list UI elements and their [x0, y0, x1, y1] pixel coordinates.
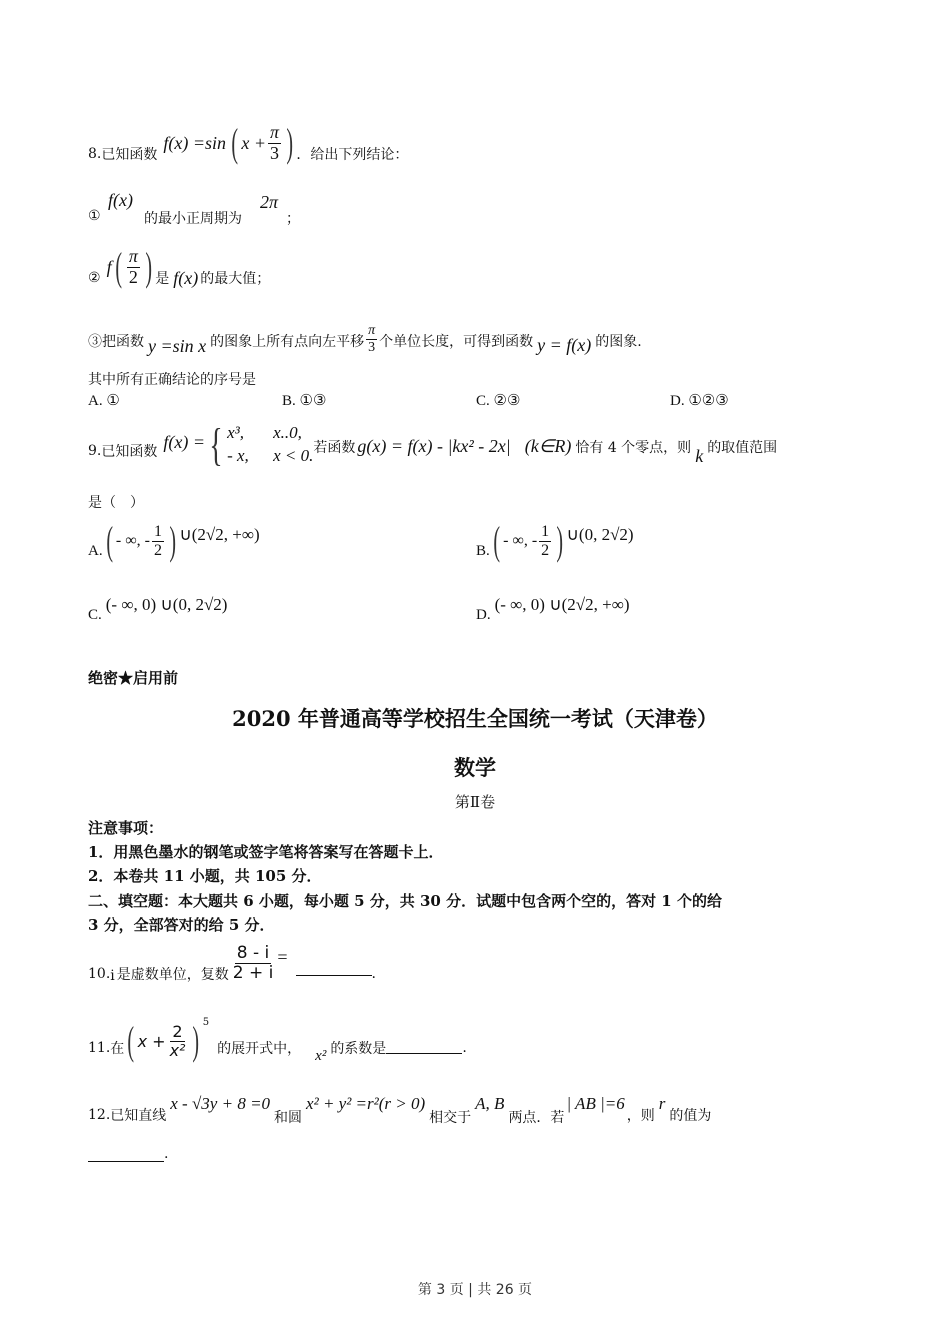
- left-paren-icon: (: [105, 518, 113, 563]
- left-paren-icon: (: [231, 120, 238, 165]
- math-expr: g(x) = f(x) - |kx² - 2x|: [357, 435, 511, 456]
- question-text: 已知函数: [101, 147, 158, 163]
- math-expr: A, B: [475, 1094, 505, 1113]
- math-function: f(x) =sin: [163, 132, 226, 153]
- question-text: 相交于: [429, 1110, 472, 1126]
- math-var: i: [110, 968, 115, 984]
- numerator: π: [368, 323, 376, 339]
- question-text: 已知函数: [101, 444, 158, 460]
- option-label: B.: [476, 542, 490, 559]
- punctuation: ；: [286, 211, 300, 227]
- denominator: x²: [169, 1040, 186, 1060]
- option-label: A.: [88, 542, 103, 559]
- math-fraction: [127, 247, 140, 288]
- option-a[interactable]: [88, 515, 260, 567]
- math-expr: x - √3y + 8 =0: [170, 1094, 271, 1113]
- case-condition: x..0,: [273, 423, 302, 443]
- math-fraction: [268, 123, 281, 164]
- question-12: [88, 1090, 711, 1126]
- left-paren-icon: (: [114, 244, 122, 289]
- math-expr: - ∞, -: [503, 532, 538, 549]
- denominator: 2: [541, 541, 550, 559]
- math-expr: x² + y² =r²(r > 0): [306, 1094, 426, 1113]
- question-text: 若函数: [313, 440, 356, 456]
- left-paren-icon: (: [493, 518, 500, 563]
- question-text: 和圆: [274, 1110, 303, 1126]
- right-paren-icon: ): [145, 244, 152, 289]
- math-expr: x +: [137, 1031, 166, 1051]
- secret-label: 绝密★启用前: [88, 669, 179, 687]
- right-paren-icon: ): [556, 518, 564, 563]
- punctuation: .: [462, 1040, 467, 1056]
- question-number: 12.: [88, 1107, 111, 1123]
- case-condition: x < 0.: [273, 446, 314, 465]
- punctuation: .: [164, 1146, 169, 1162]
- answer-blank[interactable]: [88, 1160, 164, 1162]
- circled-number-1: ①: [88, 208, 101, 224]
- option-a[interactable]: A. ①: [88, 393, 120, 409]
- circled-number-2: ②: [88, 270, 101, 286]
- math-fraction: [366, 323, 377, 355]
- numerator: π: [269, 121, 279, 142]
- denominator: 3: [368, 339, 376, 355]
- math-expr: y =sin x: [148, 335, 207, 356]
- question-text: ，则: [626, 1108, 655, 1124]
- question-text: 的值为: [669, 1108, 712, 1124]
- question-text: 的展开式中，: [217, 1041, 302, 1057]
- right-paren-icon: ): [286, 120, 293, 165]
- math-expr: =: [277, 946, 288, 967]
- right-paren-icon: ): [169, 518, 176, 563]
- case-expr: x³,: [227, 423, 244, 443]
- numerator: 8 - i: [236, 942, 270, 963]
- math-expr: (k∈R): [524, 435, 572, 456]
- option-c[interactable]: C. ②③: [476, 393, 521, 409]
- conclusion-text: 是: [155, 271, 170, 287]
- question-number: 10.: [88, 966, 111, 982]
- question-8-stem: [88, 118, 408, 168]
- conclusion-text: 的图象.: [595, 334, 642, 350]
- math-fraction: [168, 1023, 188, 1059]
- option-c[interactable]: [88, 590, 228, 623]
- left-paren-icon: (: [127, 1018, 135, 1063]
- math-var: k: [695, 445, 704, 466]
- conclusion-text: 个单位长度，可得到函数: [379, 334, 534, 350]
- case-expr: - x,: [227, 446, 249, 465]
- question-text: 是虚数单位，复数: [116, 967, 229, 983]
- math-expr: ∪(2√2, +∞): [179, 525, 260, 544]
- question-10: [88, 938, 376, 988]
- page-footer: 第 3 页 | 共 26 页: [417, 1282, 533, 1298]
- exam-title: 2020 年普通高等学校招生全国统一考试（天津卷）: [232, 706, 718, 731]
- math-expr: 2π: [260, 192, 279, 212]
- numerator: 1: [541, 522, 550, 540]
- conclusion-text: 的最小正周期为: [144, 211, 242, 227]
- left-brace-icon: {: [209, 419, 223, 470]
- math-fraction: [539, 523, 551, 559]
- answer-blank[interactable]: [386, 1052, 462, 1054]
- denominator: 2: [153, 541, 162, 559]
- subject-title: 数学: [454, 755, 496, 780]
- section-heading: 二、填空题：本大题共 6 小题，每小题 5 分，共 30 分．试题中包含两个空的，答对 1 个的给: [88, 892, 722, 910]
- math-fraction: [231, 944, 276, 982]
- piecewise-cases: [227, 422, 313, 468]
- question-text: 的取值范围: [707, 440, 778, 456]
- question-number: 9.: [88, 443, 102, 459]
- math-expr: f(x): [173, 267, 199, 288]
- math-expr: x +: [241, 132, 266, 153]
- option-d[interactable]: [476, 590, 630, 623]
- math-expr: y = f(x): [537, 334, 592, 355]
- conclusion-3: [88, 318, 642, 360]
- math-expr: (- ∞, 0) ∪(2√2, +∞): [494, 595, 630, 614]
- punctuation: .: [371, 966, 376, 982]
- option-b[interactable]: B. ①③: [282, 393, 327, 409]
- case-2: [227, 445, 313, 468]
- math-expr: f: [106, 256, 112, 277]
- conclusion-text: 的最大值；: [200, 271, 271, 287]
- volume-label: 第Ⅱ卷: [454, 793, 496, 811]
- option-d[interactable]: D. ①②③: [670, 393, 729, 409]
- math-expr: f(x) =: [163, 431, 205, 452]
- question-number: 8.: [88, 146, 102, 162]
- question-text: ．给出下列结论：: [296, 147, 409, 163]
- math-expr: ∪(0, 2√2): [566, 525, 634, 544]
- math-var: r: [658, 1094, 666, 1113]
- case-1: [227, 422, 313, 445]
- conclusion-text: 的图象上所有点向左平移: [210, 334, 365, 350]
- math-expr: | AB |=6: [566, 1094, 625, 1113]
- question-text: 已知直线: [110, 1108, 167, 1124]
- math-expr: x²: [315, 1047, 327, 1064]
- question-text: 在: [110, 1041, 125, 1057]
- notice-heading: 注意事项：: [88, 819, 164, 837]
- exponent: 5: [202, 1016, 210, 1028]
- question-text-cont: 是（ ）: [88, 495, 144, 511]
- question-text: 恰有 4 个零点，则: [575, 440, 692, 456]
- option-label: C.: [88, 606, 102, 623]
- math-expr: (- ∞, 0) ∪(0, 2√2): [105, 595, 228, 614]
- option-label: D.: [476, 606, 491, 623]
- denominator: 2: [128, 266, 138, 287]
- answer-blank[interactable]: [296, 974, 372, 976]
- notice-item-2: 2．本卷共 11 小题，共 105 分．: [88, 867, 322, 885]
- section-heading-cont: 3 分，全部答对的给 5 分．: [88, 916, 275, 934]
- numerator: 1: [153, 522, 162, 540]
- conclusion-2: [88, 242, 270, 292]
- question-12-answer: [88, 1146, 168, 1162]
- conclusion-text: ③把函数: [88, 334, 144, 350]
- math-expr: - ∞, -: [115, 532, 150, 549]
- option-b[interactable]: [476, 515, 634, 567]
- numerator: π: [128, 245, 138, 266]
- math-expr: f(x): [108, 190, 133, 210]
- question-number: 11.: [88, 1040, 111, 1056]
- question-text: 的系数是: [330, 1041, 387, 1057]
- math-fraction: [152, 523, 164, 559]
- question-9-stem: [88, 420, 777, 470]
- question-text: 两点．若: [508, 1110, 565, 1126]
- denominator: 2 + i: [232, 962, 274, 983]
- notice-item-1: 1．用黑色墨水的钢笔或签字笔将答案写在答题卡上．: [88, 843, 444, 861]
- denominator: 3: [269, 142, 279, 163]
- right-paren-icon: ): [192, 1018, 200, 1063]
- question-11: [88, 1012, 467, 1070]
- question-prompt: 其中所有正确结论的序号是: [88, 372, 256, 388]
- numerator: 2: [172, 1021, 183, 1041]
